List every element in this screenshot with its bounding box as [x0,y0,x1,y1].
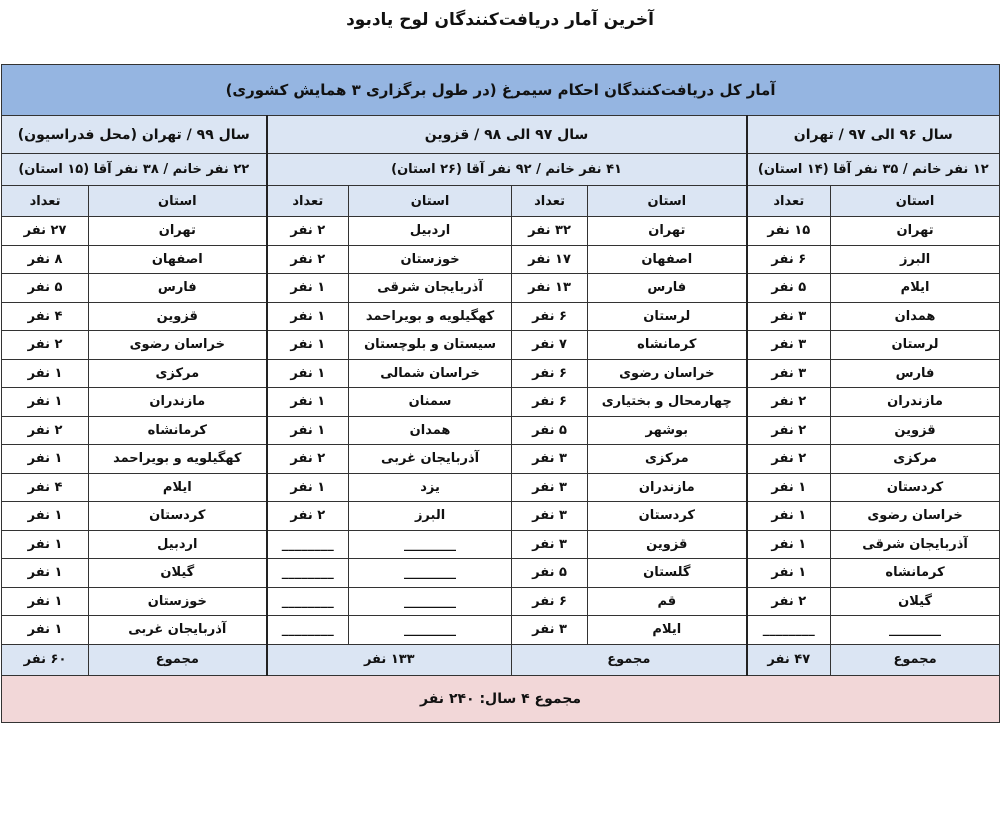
province-cell: خراسان شمالی [349,359,512,388]
group-sub-3: ۲۲ نفر خانم / ۳۸ نفر آقا (۱۵ استان) [2,154,267,186]
province-cell: مازندران [588,473,747,502]
count-cell: ۱ نفر [2,616,89,645]
province-cell: قزوین [831,416,1000,445]
count-cell: ________ [267,530,349,559]
province-cell: قزوین [89,302,267,331]
province-cell: ایلام [831,274,1000,303]
count-cell: ۳ نفر [512,502,588,531]
province-cell: مرکزی [588,445,747,474]
province-cell: همدان [349,416,512,445]
province-cell: کهگیلویه و بویراحمد [89,445,267,474]
count-cell: ۱ نفر [747,473,831,502]
province-cell: ________ [349,559,512,588]
province-cell: خراسان رضوی [831,502,1000,531]
table-row [2,274,1000,303]
total-value-3: ۶۰ نفر [2,644,89,675]
total-label-3: مجموع [89,644,267,675]
column-header-province: استان [588,186,747,217]
province-cell: ________ [831,616,1000,645]
province-cell: گیلان [89,559,267,588]
province-cell: آذربایجان غربی [89,616,267,645]
province-cell: کردستان [831,473,1000,502]
table-row [2,359,1000,388]
province-cell: ایلام [89,473,267,502]
count-cell: ۶ نفر [512,388,588,417]
group-sub-1: ۱۲ نفر خانم / ۳۵ نفر آقا (۱۴ استان) [747,154,1000,186]
province-cell: خوزستان [89,587,267,616]
province-cell: چهارمحال و بختیاری [588,388,747,417]
total-value-1: ۴۷ نفر [747,644,831,675]
province-cell: ________ [349,616,512,645]
province-cell: سمنان [349,388,512,417]
count-cell: ۱ نفر [267,388,349,417]
count-cell: ۱ نفر [2,530,89,559]
count-cell: ۲ نفر [2,416,89,445]
province-cell: فارس [89,274,267,303]
count-cell: ۱ نفر [747,502,831,531]
count-cell: ۳ نفر [512,530,588,559]
province-cell: قزوین [588,530,747,559]
count-cell: ۲۷ نفر [2,217,89,246]
group-header-2: سال ۹۷ الی ۹۸ / قزوین [267,116,747,154]
province-cell: آذربایجان شرقی [349,274,512,303]
count-cell: ________ [267,616,349,645]
table-row [2,302,1000,331]
count-cell: ۱ نفر [2,559,89,588]
province-cell: تهران [831,217,1000,246]
table-row [2,502,1000,531]
count-cell: ۳ نفر [512,616,588,645]
count-cell: ۵ نفر [747,274,831,303]
column-header-count: تعداد [747,186,831,217]
table-row [2,559,1000,588]
column-header-province: استان [831,186,1000,217]
table-title: آمار کل دریافت‌کنندگان احکام سیمرغ (در طول برگزاری ۳ همایش کشوری) [2,65,1000,116]
count-cell: ________ [747,616,831,645]
column-header-count: تعداد [512,186,588,217]
table-row [2,388,1000,417]
province-cell: البرز [831,245,1000,274]
count-cell: ۱۷ نفر [512,245,588,274]
table-row [2,587,1000,616]
province-cell: مازندران [831,388,1000,417]
column-header-province: استان [89,186,267,217]
count-cell: ۲ نفر [267,217,349,246]
province-cell: اصفهان [89,245,267,274]
count-cell: ۴ نفر [2,473,89,502]
province-cell: ایلام [588,616,747,645]
count-cell: ۲ نفر [747,587,831,616]
table-row [2,473,1000,502]
province-cell: کرمانشاه [588,331,747,360]
table-row [2,616,1000,645]
count-cell: ۴ نفر [2,302,89,331]
grand-total: مجموع ۴ سال: ۲۴۰ نفر [2,675,1000,722]
column-header-province: استان [349,186,512,217]
province-cell: آذربایجان شرقی [831,530,1000,559]
count-cell: ۱ نفر [747,559,831,588]
count-cell: ۱ نفر [267,473,349,502]
province-cell: فارس [588,274,747,303]
count-cell: ۵ نفر [512,416,588,445]
count-cell: ۱ نفر [2,445,89,474]
province-cell: آذربایجان غربی [349,445,512,474]
stats-table [1,64,1000,723]
province-cell: همدان [831,302,1000,331]
total-label-1: مجموع [831,644,1000,675]
count-cell: ۱ نفر [2,502,89,531]
count-cell: ۶ نفر [512,302,588,331]
count-cell: ۲ نفر [747,445,831,474]
province-cell: ________ [349,530,512,559]
count-cell: ۲ نفر [267,245,349,274]
province-cell: گلستان [588,559,747,588]
province-cell: قم [588,587,747,616]
province-cell: تهران [588,217,747,246]
province-cell: کهگیلویه و بویراحمد [349,302,512,331]
count-cell: ۳۲ نفر [512,217,588,246]
province-cell: بوشهر [588,416,747,445]
province-cell: خراسان رضوی [89,331,267,360]
count-cell: ۱ نفر [267,331,349,360]
province-cell: اردبیل [89,530,267,559]
count-cell: ۲ نفر [2,331,89,360]
total-label-2: مجموع [512,644,747,675]
count-cell: ۲ نفر [267,445,349,474]
count-cell: ۶ نفر [512,587,588,616]
count-cell: ۱۵ نفر [747,217,831,246]
province-cell: یزد [349,473,512,502]
table-row [2,530,1000,559]
count-cell: ۱۳ نفر [512,274,588,303]
count-cell: ________ [267,587,349,616]
province-cell: مرکزی [89,359,267,388]
province-cell: خوزستان [349,245,512,274]
count-cell: ۱ نفر [267,416,349,445]
table-row [2,245,1000,274]
count-cell: ________ [267,559,349,588]
count-cell: ۳ نفر [512,473,588,502]
table-row [2,331,1000,360]
group-header-3: سال ۹۹ / تهران (محل فدراسیون) [2,116,267,154]
province-cell: کرمانشاه [89,416,267,445]
count-cell: ۳ نفر [747,359,831,388]
count-cell: ۲ نفر [747,388,831,417]
table-row [2,416,1000,445]
province-cell: کردستان [89,502,267,531]
province-cell: خراسان رضوی [588,359,747,388]
count-cell: ۵ نفر [2,274,89,303]
count-cell: ۳ نفر [747,331,831,360]
count-cell: ۱ نفر [2,359,89,388]
count-cell: ۵ نفر [512,559,588,588]
province-cell: البرز [349,502,512,531]
count-cell: ۱ نفر [2,587,89,616]
count-cell: ۱ نفر [267,359,349,388]
column-header-count: تعداد [267,186,349,217]
province-cell: لرستان [588,302,747,331]
page-title: آخرین آمار دریافت‌کنندگان لوح یادبود [346,10,654,30]
count-cell: ۱ نفر [747,530,831,559]
count-cell: ۷ نفر [512,331,588,360]
province-cell: کردستان [588,502,747,531]
province-cell: گیلان [831,587,1000,616]
province-cell: لرستان [831,331,1000,360]
province-cell: مرکزی [831,445,1000,474]
province-cell: سیستان و بلوچستان [349,331,512,360]
count-cell: ۱ نفر [267,302,349,331]
count-cell: ۳ نفر [747,302,831,331]
count-cell: ۱ نفر [2,388,89,417]
count-cell: ۸ نفر [2,245,89,274]
group-header-1: سال ۹۶ الی ۹۷ / تهران [747,116,1000,154]
province-cell: اصفهان [588,245,747,274]
count-cell: ۶ نفر [747,245,831,274]
province-cell: تهران [89,217,267,246]
province-cell: مازندران [89,388,267,417]
group-sub-2: ۴۱ نفر خانم / ۹۲ نفر آقا (۲۶ استان) [267,154,747,186]
count-cell: ۳ نفر [512,445,588,474]
count-cell: ۱ نفر [267,274,349,303]
province-cell: ________ [349,587,512,616]
total-value-2: ۱۳۳ نفر [267,644,512,675]
count-cell: ۲ نفر [267,502,349,531]
column-header-count: تعداد [2,186,89,217]
province-cell: فارس [831,359,1000,388]
table-row [2,445,1000,474]
table-row [2,217,1000,246]
province-cell: کرمانشاه [831,559,1000,588]
province-cell: اردبیل [349,217,512,246]
count-cell: ۲ نفر [747,416,831,445]
count-cell: ۶ نفر [512,359,588,388]
